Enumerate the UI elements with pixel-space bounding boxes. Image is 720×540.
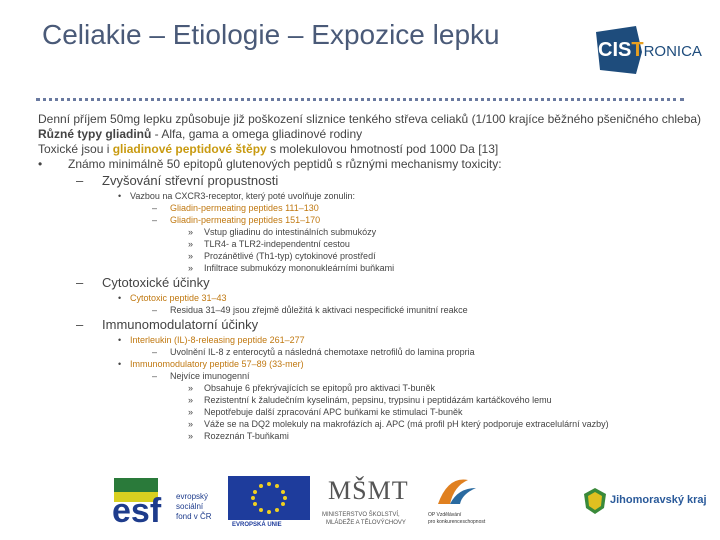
- list-item: » TLR4- a TLR2-independentní cestou: [188, 239, 350, 249]
- list-item: – Nejvíce imunogenní: [152, 371, 250, 381]
- list-item: » Nepotřebuje další zpracování APC buňkami ke stimulaci T-buněk: [188, 407, 463, 417]
- list-item: » Váže se na DQ2 molekuly na makrofázích aj. APC (má profil pH který podporuje extracelulární vazby): [188, 419, 609, 429]
- list-item: » Vstup gliadinu do intestinálních submukózy: [188, 227, 377, 237]
- list-item: » Rozeznán T-buňkami: [188, 431, 289, 441]
- list-item: » Infiltrace submukózy mononukleárními buňkami: [188, 263, 395, 273]
- toxic-fragments-line: Toxické jsou i gliadinové peptidové štěpy s molekulovou hmotností pod 1000 Da [13]: [38, 142, 499, 156]
- list-item: » Prozánětlivé (Th1-typ) cytokinové prostředí: [188, 251, 376, 261]
- list-item: – Gliadin-permeating peptides 151–170: [152, 215, 321, 225]
- list-item: » Obsahuje 6 překrývajících se epitopů pro aktivaci T-buněk: [188, 383, 435, 393]
- intro-line: Denní příjem 50mg lepku způsobuje již poškození sliznice tenkého střeva celiaků (1/100 krajíce běžného pšeničného chleba): [38, 112, 702, 126]
- eu-flag-icon: [228, 476, 310, 520]
- subheading-cytotoxic: – Cytotoxické účinky: [76, 275, 210, 290]
- permeability-list: [38, 190, 708, 274]
- jmk-emblem-icon: [582, 486, 608, 516]
- subheading-permeability: – Zvyšování střevní propustnosti: [76, 173, 279, 188]
- list-item: • Vazbou na CXCR3-receptor, který poté uvolňuje zonulin:: [118, 191, 355, 201]
- msmt-logo: MŠMT MINISTERSTVO ŠKOLSTVÍ, MLÁDEŽE A TĚLOVÝCHOVY: [322, 476, 409, 526]
- title-divider: [36, 98, 684, 101]
- list-item: • Cytotoxic peptide 31–43: [118, 293, 227, 303]
- slide-title: Celiakie – Etiologie – Expozice lepku: [42, 19, 500, 50]
- list-item: • Interleukin (IL)-8-releasing peptide 261–277: [118, 335, 305, 345]
- jihomoravsky-kraj-logo: Jihomoravský kraj: [582, 486, 702, 522]
- eu-logo: EVROPSKÁ UNIE: [228, 476, 310, 530]
- list-item: – Gliadin-permeating peptides 111–130: [152, 203, 319, 213]
- subheading-immunomodulatory: – Immunomodulatorní účinky: [76, 317, 259, 332]
- slide-body: [38, 112, 708, 442]
- cistronica-logo: [592, 22, 704, 78]
- list-item: – Residua 31–49 jsou zřejmě důležitá k aktivaci nespecifické imunitní reakce: [152, 305, 468, 315]
- footer-logos: [110, 472, 710, 532]
- op-logo: OP Vzdělávání pro konkurenceschopnost: [428, 474, 486, 530]
- logo-text: CISTRONICA: [598, 39, 702, 61]
- list-item: » Rezistentní k žaludečním kyselinám, pepsinu, trypsinu i peptidázám kartáčkového lemu: [188, 395, 552, 405]
- bullet-epitopes: • Známo minimálně 50 epitopů glutenových peptidů s různými mechanismy toxicity:: [38, 157, 502, 171]
- immunomodulatory-list: [38, 334, 708, 442]
- list-item: – Uvolnění IL-8 z enterocytů a následná chemotaxe netrofilů do lamina propria: [152, 347, 475, 357]
- list-item: • Immunomodulatory peptide 57–89 (33-mer): [118, 359, 304, 369]
- esf-logo: esf evropský sociální fond v ČR: [110, 474, 222, 530]
- gliadin-types-line: Různé typy gliadinů - Alfa, gama a omega gliadinové rodiny: [38, 127, 363, 141]
- cytotoxic-list: [38, 292, 708, 316]
- op-logo-icon: [428, 474, 486, 510]
